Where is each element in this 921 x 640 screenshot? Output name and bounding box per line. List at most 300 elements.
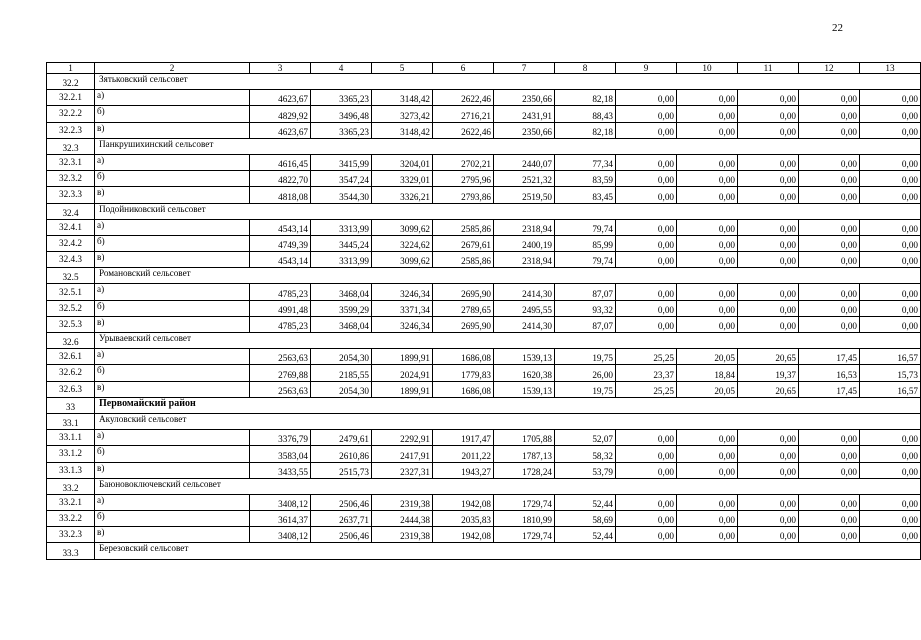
value-cell: 58,32: [555, 446, 616, 462]
value-cell: 0,00: [677, 235, 738, 251]
value-cell: 2521,32: [494, 171, 555, 187]
section-name: Зятьковский сельсовет: [95, 74, 921, 90]
row-option-label: в): [95, 462, 250, 478]
value-cell: 2400,19: [494, 235, 555, 251]
column-number-cell: 6: [433, 63, 494, 74]
row-code: 33.2.2: [47, 511, 95, 527]
value-cell: 82,18: [555, 122, 616, 138]
value-cell: 0,00: [677, 122, 738, 138]
table-row: [47, 381, 921, 397]
value-cell: 85,99: [555, 235, 616, 251]
value-cell: 0,00: [738, 511, 799, 527]
value-cell: 2350,66: [494, 122, 555, 138]
value-cell: 1728,24: [494, 462, 555, 478]
value-cell: 0,00: [738, 446, 799, 462]
value-cell: 0,00: [799, 527, 860, 543]
value-cell: 0,00: [677, 219, 738, 235]
value-cell: 2795,96: [433, 171, 494, 187]
value-cell: 19,75: [555, 349, 616, 365]
row-code: 32.4.1: [47, 219, 95, 235]
value-cell: 0,00: [799, 462, 860, 478]
table-row: [47, 284, 921, 300]
table-row: [47, 494, 921, 510]
value-cell: 20,05: [677, 381, 738, 397]
value-cell: 2519,50: [494, 187, 555, 203]
value-cell: 58,69: [555, 511, 616, 527]
value-cell: 0,00: [860, 90, 921, 106]
value-cell: 3329,01: [372, 171, 433, 187]
row-option-label: б): [95, 446, 250, 462]
value-cell: 0,00: [616, 300, 677, 316]
row-option-label: а): [95, 219, 250, 235]
table-row: [47, 90, 921, 106]
row-option-label: в): [95, 381, 250, 397]
row-code: 32.6.3: [47, 381, 95, 397]
value-cell: 3204,01: [372, 154, 433, 170]
value-cell: 3408,12: [250, 494, 311, 510]
section-row: [47, 74, 921, 90]
value-cell: 1686,08: [433, 349, 494, 365]
value-cell: 0,00: [799, 511, 860, 527]
value-cell: 2695,90: [433, 284, 494, 300]
section-name: Панкрушихинский сельсовет: [95, 138, 921, 154]
value-cell: 16,53: [799, 365, 860, 381]
row-code: 32.6: [47, 333, 95, 349]
value-cell: 2440,07: [494, 154, 555, 170]
column-number-row: [47, 63, 921, 74]
value-cell: 0,00: [677, 284, 738, 300]
value-cell: 0,00: [799, 122, 860, 138]
value-cell: 2695,90: [433, 316, 494, 332]
value-cell: 0,00: [860, 122, 921, 138]
value-cell: 0,00: [677, 430, 738, 446]
row-code: 32.2: [47, 74, 95, 90]
value-cell: 4822,70: [250, 171, 311, 187]
row-option-label: а): [95, 349, 250, 365]
value-cell: 53,79: [555, 462, 616, 478]
value-cell: 87,07: [555, 284, 616, 300]
value-cell: 0,00: [860, 187, 921, 203]
value-cell: 2444,38: [372, 511, 433, 527]
value-cell: 0,00: [677, 90, 738, 106]
value-cell: 0,00: [799, 219, 860, 235]
row-option-label: б): [95, 511, 250, 527]
row-code: 33: [47, 397, 95, 413]
value-cell: 0,00: [677, 527, 738, 543]
value-cell: 0,00: [860, 527, 921, 543]
value-cell: 0,00: [799, 430, 860, 446]
section-name: Романовский сельсовет: [95, 268, 921, 284]
section-row: [47, 543, 921, 559]
value-cell: 3496,48: [311, 106, 372, 122]
value-cell: 20,65: [738, 381, 799, 397]
table-row: [47, 349, 921, 365]
value-cell: 0,00: [738, 187, 799, 203]
value-cell: 3273,42: [372, 106, 433, 122]
value-cell: 2011,22: [433, 446, 494, 462]
value-cell: 4543,14: [250, 252, 311, 268]
row-option-label: в): [95, 527, 250, 543]
value-cell: 0,00: [738, 527, 799, 543]
section-name: Подойниковский сельсовет: [95, 203, 921, 219]
value-cell: 0,00: [677, 494, 738, 510]
row-code: 32.5.3: [47, 316, 95, 332]
row-code: 32.5: [47, 268, 95, 284]
value-cell: 2479,61: [311, 430, 372, 446]
value-cell: 2716,21: [433, 106, 494, 122]
value-cell: 0,00: [738, 219, 799, 235]
table-row: [47, 106, 921, 122]
value-cell: 1899,91: [372, 349, 433, 365]
value-cell: 2506,46: [311, 527, 372, 543]
section-row: [47, 268, 921, 284]
value-cell: 0,00: [738, 106, 799, 122]
value-cell: 0,00: [616, 235, 677, 251]
value-cell: 0,00: [860, 430, 921, 446]
value-cell: 2024,91: [372, 365, 433, 381]
column-number-cell: 10: [677, 63, 738, 74]
value-cell: 0,00: [616, 316, 677, 332]
value-cell: 0,00: [616, 511, 677, 527]
value-cell: 4785,23: [250, 316, 311, 332]
value-cell: 17,45: [799, 349, 860, 365]
value-cell: 2585,86: [433, 252, 494, 268]
table-row: [47, 187, 921, 203]
value-cell: 2563,63: [250, 381, 311, 397]
value-cell: 2585,86: [433, 219, 494, 235]
row-option-label: а): [95, 494, 250, 510]
value-cell: 3365,23: [311, 122, 372, 138]
row-code: 33.2.1: [47, 494, 95, 510]
value-cell: 0,00: [738, 90, 799, 106]
row-code: 33.2.3: [47, 527, 95, 543]
value-cell: 1942,08: [433, 527, 494, 543]
value-cell: 0,00: [738, 252, 799, 268]
value-cell: 0,00: [677, 171, 738, 187]
column-number-cell: 7: [494, 63, 555, 74]
table-row: [47, 511, 921, 527]
value-cell: 0,00: [799, 90, 860, 106]
value-cell: 0,00: [860, 154, 921, 170]
value-cell: 2054,30: [311, 381, 372, 397]
value-cell: 0,00: [677, 316, 738, 332]
value-cell: 4623,67: [250, 122, 311, 138]
value-cell: 0,00: [738, 284, 799, 300]
value-cell: 0,00: [616, 90, 677, 106]
value-cell: 0,00: [799, 106, 860, 122]
value-cell: 0,00: [616, 219, 677, 235]
value-cell: 2350,66: [494, 90, 555, 106]
value-cell: 2318,94: [494, 252, 555, 268]
column-number-cell: 3: [250, 63, 311, 74]
value-cell: 52,07: [555, 430, 616, 446]
value-cell: 4991,48: [250, 300, 311, 316]
value-cell: 2417,91: [372, 446, 433, 462]
value-cell: 0,00: [677, 462, 738, 478]
value-cell: 2789,65: [433, 300, 494, 316]
value-cell: 0,00: [860, 462, 921, 478]
value-cell: 1917,47: [433, 430, 494, 446]
value-cell: 23,37: [616, 365, 677, 381]
row-option-label: б): [95, 106, 250, 122]
row-code: 32.2.3: [47, 122, 95, 138]
row-option-label: б): [95, 365, 250, 381]
value-cell: 0,00: [616, 252, 677, 268]
value-cell: 0,00: [677, 511, 738, 527]
value-cell: 3313,99: [311, 252, 372, 268]
value-cell: 1942,08: [433, 494, 494, 510]
column-number-cell: 11: [738, 63, 799, 74]
value-cell: 2563,63: [250, 349, 311, 365]
value-cell: 4543,14: [250, 219, 311, 235]
value-cell: 0,00: [799, 252, 860, 268]
value-cell: 88,43: [555, 106, 616, 122]
value-cell: 1539,13: [494, 349, 555, 365]
value-cell: 0,00: [738, 235, 799, 251]
value-cell: 3148,42: [372, 90, 433, 106]
value-cell: 0,00: [616, 284, 677, 300]
column-number-cell: 1: [47, 63, 95, 74]
section-name: Акуловский сельсовет: [95, 413, 921, 429]
value-cell: 0,00: [616, 171, 677, 187]
value-cell: 19,37: [738, 365, 799, 381]
value-cell: 77,34: [555, 154, 616, 170]
value-cell: 1705,88: [494, 430, 555, 446]
section-row: [47, 333, 921, 349]
value-cell: 0,00: [860, 446, 921, 462]
row-option-label: а): [95, 430, 250, 446]
table-row: [47, 365, 921, 381]
value-cell: 2327,31: [372, 462, 433, 478]
row-code: 33.3: [47, 543, 95, 559]
row-code: 32.4.3: [47, 252, 95, 268]
value-cell: 2319,38: [372, 527, 433, 543]
value-cell: 0,00: [738, 494, 799, 510]
table-row: [47, 462, 921, 478]
column-number-cell: 5: [372, 63, 433, 74]
row-code: 33.2: [47, 478, 95, 494]
row-code: 32.2.1: [47, 90, 95, 106]
value-cell: 0,00: [799, 284, 860, 300]
value-cell: 3099,62: [372, 219, 433, 235]
value-cell: 3099,62: [372, 252, 433, 268]
row-code: 32.3.3: [47, 187, 95, 203]
table-row: [47, 122, 921, 138]
value-cell: 2292,91: [372, 430, 433, 446]
page-number: 22: [832, 22, 843, 34]
value-cell: 0,00: [799, 446, 860, 462]
section-row: [47, 413, 921, 429]
value-cell: 0,00: [860, 219, 921, 235]
value-cell: 0,00: [616, 106, 677, 122]
value-cell: 87,07: [555, 316, 616, 332]
value-cell: 0,00: [799, 235, 860, 251]
value-cell: 1899,91: [372, 381, 433, 397]
value-cell: 2622,46: [433, 122, 494, 138]
table-row: [47, 430, 921, 446]
row-option-label: а): [95, 284, 250, 300]
row-option-label: в): [95, 316, 250, 332]
value-cell: 0,00: [860, 235, 921, 251]
value-cell: 2185,55: [311, 365, 372, 381]
row-code: 33.1.2: [47, 446, 95, 462]
value-cell: 0,00: [677, 252, 738, 268]
value-cell: 2637,71: [311, 511, 372, 527]
value-cell: 4749,39: [250, 235, 311, 251]
value-cell: 20,65: [738, 349, 799, 365]
value-cell: 2679,61: [433, 235, 494, 251]
value-cell: 0,00: [799, 300, 860, 316]
row-code: 32.6.1: [47, 349, 95, 365]
value-cell: 3468,04: [311, 284, 372, 300]
column-number-cell: 2: [95, 63, 250, 74]
value-cell: 0,00: [799, 171, 860, 187]
value-cell: 0,00: [799, 316, 860, 332]
value-cell: 4818,08: [250, 187, 311, 203]
value-cell: 0,00: [677, 446, 738, 462]
value-cell: 1810,99: [494, 511, 555, 527]
section-row: [47, 478, 921, 494]
value-cell: 0,00: [738, 430, 799, 446]
value-cell: 2506,46: [311, 494, 372, 510]
row-code: 32.3.1: [47, 154, 95, 170]
value-cell: 1729,74: [494, 527, 555, 543]
value-cell: 3376,79: [250, 430, 311, 446]
value-cell: 4785,23: [250, 284, 311, 300]
row-code: 32.6.2: [47, 365, 95, 381]
value-cell: 3415,99: [311, 154, 372, 170]
value-cell: 3326,21: [372, 187, 433, 203]
value-cell: 0,00: [616, 430, 677, 446]
table-row: [47, 171, 921, 187]
value-cell: 82,18: [555, 90, 616, 106]
value-cell: 2515,73: [311, 462, 372, 478]
value-cell: 2622,46: [433, 90, 494, 106]
value-cell: 2414,30: [494, 284, 555, 300]
value-cell: 3547,24: [311, 171, 372, 187]
value-cell: 0,00: [860, 300, 921, 316]
value-cell: 2702,21: [433, 154, 494, 170]
value-cell: 83,45: [555, 187, 616, 203]
row-option-label: в): [95, 252, 250, 268]
column-number-cell: 9: [616, 63, 677, 74]
table-row: [47, 527, 921, 543]
row-code: 33.1: [47, 413, 95, 429]
table-row: [47, 235, 921, 251]
column-number-cell: 13: [860, 63, 921, 74]
value-cell: 52,44: [555, 494, 616, 510]
value-cell: 0,00: [738, 154, 799, 170]
value-cell: 2495,55: [494, 300, 555, 316]
value-cell: 93,32: [555, 300, 616, 316]
value-cell: 0,00: [799, 187, 860, 203]
row-option-label: а): [95, 90, 250, 106]
value-cell: 0,00: [860, 511, 921, 527]
table-row: [47, 316, 921, 332]
value-cell: 0,00: [799, 494, 860, 510]
value-cell: 0,00: [738, 171, 799, 187]
row-code: 32.3.2: [47, 171, 95, 187]
value-cell: 0,00: [677, 187, 738, 203]
value-cell: 0,00: [860, 316, 921, 332]
table-row: [47, 219, 921, 235]
row-code: 32.4: [47, 203, 95, 219]
value-cell: 26,00: [555, 365, 616, 381]
value-cell: 1620,38: [494, 365, 555, 381]
value-cell: 1729,74: [494, 494, 555, 510]
value-cell: 0,00: [616, 154, 677, 170]
value-cell: 2769,88: [250, 365, 311, 381]
row-code: 32.3: [47, 138, 95, 154]
value-cell: 25,25: [616, 349, 677, 365]
row-code: 33.1.3: [47, 462, 95, 478]
value-cell: 0,00: [616, 527, 677, 543]
value-cell: 3365,23: [311, 90, 372, 106]
value-cell: 4623,67: [250, 90, 311, 106]
value-cell: 0,00: [616, 494, 677, 510]
value-cell: 0,00: [860, 252, 921, 268]
row-option-label: б): [95, 235, 250, 251]
value-cell: 15,73: [860, 365, 921, 381]
table-row: [47, 252, 921, 268]
value-cell: 0,00: [738, 122, 799, 138]
table-row: [47, 154, 921, 170]
value-cell: 1539,13: [494, 381, 555, 397]
value-cell: 3313,99: [311, 219, 372, 235]
value-cell: 3246,34: [372, 316, 433, 332]
value-cell: 2431,91: [494, 106, 555, 122]
row-option-label: б): [95, 171, 250, 187]
row-option-label: б): [95, 300, 250, 316]
value-cell: 3433,55: [250, 462, 311, 478]
value-cell: 0,00: [860, 284, 921, 300]
value-cell: 2319,38: [372, 494, 433, 510]
value-cell: 0,00: [860, 171, 921, 187]
value-cell: 3445,24: [311, 235, 372, 251]
table-row: [47, 300, 921, 316]
value-cell: 2414,30: [494, 316, 555, 332]
section-name: Березовский сельсовет: [95, 543, 921, 559]
value-cell: 52,44: [555, 527, 616, 543]
value-cell: 0,00: [738, 462, 799, 478]
value-cell: 16,57: [860, 349, 921, 365]
row-code: 32.2.2: [47, 106, 95, 122]
value-cell: 2035,83: [433, 511, 494, 527]
value-cell: 1779,83: [433, 365, 494, 381]
value-cell: 0,00: [616, 446, 677, 462]
row-code: 32.5.1: [47, 284, 95, 300]
table-row: [47, 446, 921, 462]
value-cell: 0,00: [860, 494, 921, 510]
value-cell: 0,00: [616, 122, 677, 138]
district-name: Первомайский район: [95, 397, 921, 413]
column-number-cell: 8: [555, 63, 616, 74]
district-row: [47, 397, 921, 413]
value-cell: 17,45: [799, 381, 860, 397]
value-cell: 25,25: [616, 381, 677, 397]
value-cell: 0,00: [677, 154, 738, 170]
row-code: 33.1.1: [47, 430, 95, 446]
value-cell: 0,00: [738, 300, 799, 316]
tariff-table: [46, 62, 921, 560]
value-cell: 0,00: [738, 316, 799, 332]
value-cell: 1686,08: [433, 381, 494, 397]
column-number-cell: 12: [799, 63, 860, 74]
value-cell: 79,74: [555, 252, 616, 268]
value-cell: 2610,86: [311, 446, 372, 462]
value-cell: 3148,42: [372, 122, 433, 138]
value-cell: 2793,86: [433, 187, 494, 203]
